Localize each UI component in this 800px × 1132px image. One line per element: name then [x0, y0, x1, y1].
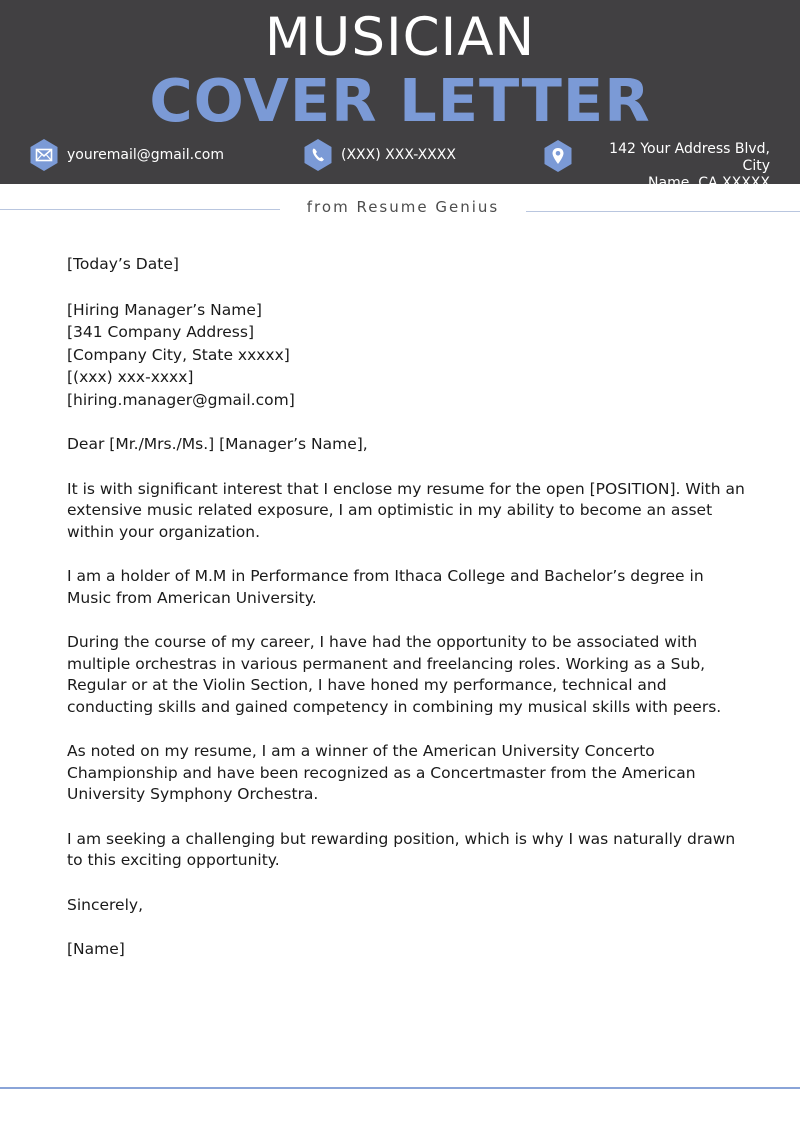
envelope-icon — [29, 138, 59, 172]
letter-body — [67, 254, 747, 984]
paragraph: As noted on my resume, I am a winner of the American University Concerto Championship and have been recognized as a Concertmaster from the American University Symphony Orchestra. — [67, 742, 696, 803]
paragraph: During the course of my career, I have had the opportunity to be associated with multiple orchestras in various permanent and freelancing roles. Working as a Sub, Regular or at the Violin Section, I have honed my performance, technical and conducting skills and gained competency in combining my musical skills with peers. — [67, 633, 722, 716]
from-resume-genius: from Resume Genius — [306, 198, 500, 216]
recipient-name: [Hiring Manager’s Name] — [67, 300, 262, 319]
paragraph: I am seeking a challenging but rewarding position, which is why I was naturally drawn to this exciting opportunity. — [67, 829, 736, 869]
email-text: youremail@gmail.com — [67, 146, 225, 163]
letter-date: [Today’s Date] — [67, 255, 179, 273]
recipient-phone: [(xxx) xxx-xxxx] — [67, 368, 194, 386]
divider-right — [526, 211, 800, 212]
address-line2: Name, CA XXXXX — [648, 175, 770, 191]
paragraph: I am a holder of M.M in Performance from Ithaca College and Bachelor’s degree in Music from American University. — [67, 567, 704, 607]
contact-phone — [303, 139, 456, 171]
title-musician: MUSICIAN — [264, 7, 536, 68]
contact-email — [29, 139, 224, 171]
address-text — [582, 141, 770, 192]
recipient-block — [67, 299, 747, 412]
divider-left — [0, 209, 280, 210]
recipient-city-state: [Company City, State xxxxx] — [67, 345, 290, 364]
footer-divider — [0, 1087, 800, 1089]
contact-address — [543, 139, 770, 191]
phone-icon — [303, 138, 333, 172]
title-cover-letter: COVER LETTER — [149, 66, 651, 135]
phone-text: (XXX) XXX-XXXX — [341, 146, 456, 163]
map-pin-icon — [543, 139, 573, 173]
signature: [Name] — [67, 940, 125, 958]
address-line1: 142 Your Address Blvd, City — [609, 141, 770, 174]
recipient-address: [341 Company Address] — [67, 323, 254, 341]
closing: Sincerely, — [67, 895, 144, 914]
paragraph: It is with significant interest that I enclose my resume for the open [POSITION]. With an extensive music related exposure, I am optimistic in my ability to become an asset within your organization. — [67, 479, 745, 541]
recipient-email: [hiring.manager@gmail.com] — [67, 390, 295, 409]
salutation: Dear [Mr./Mrs./Ms.] [Manager’s Name], — [67, 435, 368, 453]
header-banner — [0, 0, 800, 191]
